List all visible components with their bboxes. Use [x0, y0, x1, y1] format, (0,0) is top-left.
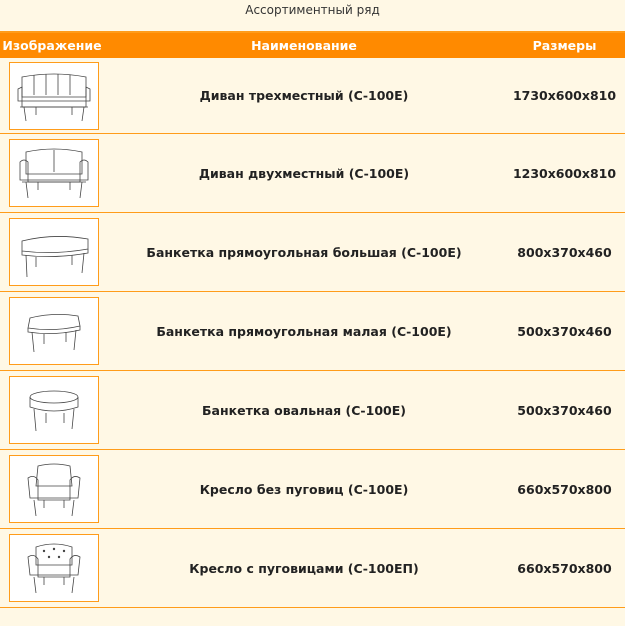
image-cell: [0, 371, 104, 450]
image-cell: [0, 450, 104, 529]
table-row: [0, 371, 625, 450]
product-size: 500x370x460: [504, 292, 625, 371]
bench-small-icon: [14, 302, 94, 360]
bench-large-icon: [14, 223, 94, 281]
product-name: Кресло без пуговиц (С-100Е): [104, 450, 504, 529]
armchair-tufted-icon: [14, 539, 94, 597]
sofa-two-seat-icon: [14, 144, 94, 202]
product-thumbnail[interactable]: [9, 297, 99, 365]
table-row: [0, 134, 625, 213]
armchair-icon: [14, 460, 94, 518]
product-thumbnail[interactable]: [9, 534, 99, 602]
product-thumbnail[interactable]: [9, 62, 99, 130]
table-row: [0, 292, 625, 371]
product-size: 500x370x460: [504, 371, 625, 450]
product-name: Банкетка прямоугольная малая (С-100Е): [104, 292, 504, 371]
product-thumbnail[interactable]: [9, 455, 99, 523]
page-title: Ассортиментный ряд: [245, 3, 380, 17]
header-image: Изображение: [0, 32, 104, 58]
product-thumbnail[interactable]: [9, 218, 99, 286]
table-header-row: [0, 32, 625, 58]
assortment-table: [0, 31, 625, 608]
product-size: 1230x600x810: [504, 134, 625, 213]
image-cell: [0, 213, 104, 292]
image-cell: [0, 292, 104, 371]
product-name: Диван двухместный (С-100Е): [104, 134, 504, 213]
product-size: 660x570x800: [504, 450, 625, 529]
product-size: 660x570x800: [504, 529, 625, 608]
product-name: Кресло с пуговицами (С-100ЕП): [104, 529, 504, 608]
product-name: Диван трехместный (С-100Е): [104, 58, 504, 134]
product-thumbnail[interactable]: [9, 376, 99, 444]
table-row: [0, 529, 625, 608]
product-size: 800x370x460: [504, 213, 625, 292]
product-thumbnail[interactable]: [9, 139, 99, 207]
header-size: Размеры: [504, 32, 625, 58]
header-name: Наименование: [104, 32, 504, 58]
image-cell: [0, 134, 104, 213]
image-cell: [0, 529, 104, 608]
bench-oval-icon: [14, 381, 94, 439]
image-cell: [0, 58, 104, 134]
product-name: Банкетка прямоугольная большая (С-100Е): [104, 213, 504, 292]
sofa-three-seat-icon: [14, 67, 94, 125]
product-name: Банкетка овальная (С-100Е): [104, 371, 504, 450]
table-row: [0, 213, 625, 292]
table-row: [0, 450, 625, 529]
table-row: [0, 58, 625, 134]
product-size: 1730x600x810: [504, 58, 625, 134]
